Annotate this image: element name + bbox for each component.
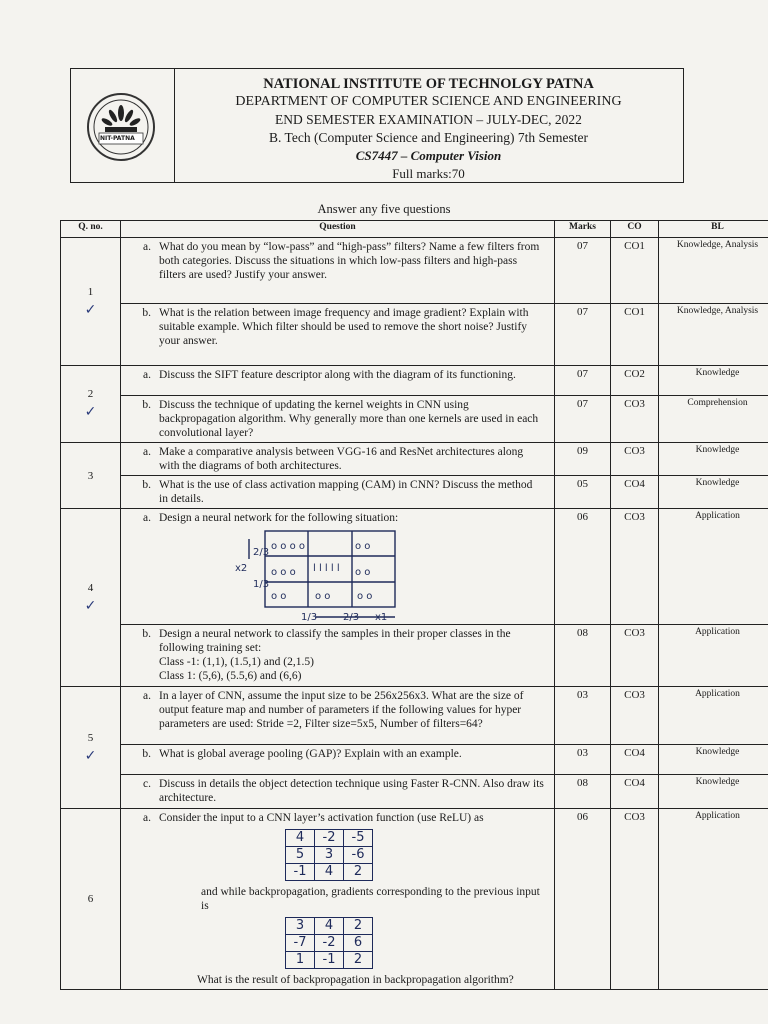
header-box <box>70 68 684 183</box>
matrix-cell: -1 <box>315 952 344 969</box>
svg-text:o o o o: o o o o <box>271 541 306 552</box>
table-row <box>61 687 768 745</box>
part-label: b. <box>142 479 151 491</box>
table-row <box>61 396 768 443</box>
table-row <box>61 476 768 509</box>
bl-cell: Knowledge <box>659 443 768 476</box>
sketch-label: x2 <box>235 563 248 574</box>
qno-cell <box>61 509 121 687</box>
svg-text:o o: o o <box>271 591 287 602</box>
tick-mark-icon: ✓ <box>84 301 97 318</box>
co-cell: CO3 <box>611 443 659 476</box>
question-number: 2 <box>87 388 94 400</box>
co-cell: CO4 <box>611 476 659 509</box>
matrix-cell: 1 <box>286 952 315 969</box>
bl-cell: Knowledge, Analysis <box>659 304 768 366</box>
question-text <box>121 443 555 476</box>
marks-cell: 09 <box>555 443 611 476</box>
marks-cell: 07 <box>555 304 611 366</box>
mid-text: and while backpropagation, gradients corresponding to the previous input is <box>201 886 540 912</box>
tick-mark-icon: ✓ <box>84 597 97 614</box>
co-cell: CO4 <box>611 745 659 775</box>
question-number: 1 <box>87 285 94 298</box>
logo-text: NIT-PATNA <box>100 135 135 142</box>
part-label: a. <box>143 690 151 702</box>
sketch-label: x1 <box>375 612 388 621</box>
question-text <box>121 745 555 775</box>
co-cell: CO3 <box>611 509 659 625</box>
question-number: 6 <box>87 893 94 905</box>
bl-cell: Knowledge <box>659 775 768 809</box>
co-cell: CO2 <box>611 366 659 396</box>
col-bl: BL <box>659 221 768 238</box>
matrix-cell: 5 <box>286 847 315 864</box>
marks-cell: 07 <box>555 396 611 443</box>
co-cell: CO3 <box>611 396 659 443</box>
course-title: CS7447 – Computer Vision <box>355 148 502 163</box>
sketch-label: 1/3 <box>253 579 270 590</box>
co-cell: CO1 <box>611 238 659 304</box>
matrix-cell: -2 <box>315 830 344 847</box>
qno-cell <box>61 366 121 443</box>
matrix-cell: 4 <box>315 918 344 935</box>
marks-cell: 07 <box>555 238 611 304</box>
part-label: a. <box>143 446 151 458</box>
table-row <box>61 775 768 809</box>
bl-cell: Knowledge <box>659 476 768 509</box>
matrix-cell: 4 <box>315 864 344 881</box>
table-row <box>61 238 768 304</box>
question-text <box>121 509 555 625</box>
question-text <box>121 476 555 509</box>
bl-cell: Application <box>659 809 768 990</box>
co-cell: CO1 <box>611 304 659 366</box>
part-text: Discuss the technique of updating the kernel weights in CNN using backpropagation algorithm. Why generally more than one kernels are used in each convolutional layer? <box>159 399 539 439</box>
col-qno: Q. no. <box>61 221 121 238</box>
institute-name: NATIONAL INSTITUTE OF TECHNOLGY PATNA <box>263 76 594 92</box>
matrix-cell: -6 <box>344 847 373 864</box>
part-label: a. <box>143 812 151 824</box>
part-text: In a layer of CNN, assume the input size to be 256x256x3. What are the size of output feature map and number of parameters if the following values for hyper parameters are used: Stride =2, Filter size=5x5, Number of filters=64? <box>159 690 524 730</box>
question-number: 3 <box>87 469 94 482</box>
matrix-cell: 2 <box>344 952 373 969</box>
svg-text:o o: o o <box>357 591 373 602</box>
table-row <box>61 366 768 396</box>
matrix-cell: 6 <box>344 935 373 952</box>
part-label: a. <box>143 241 151 253</box>
question-text <box>121 396 555 443</box>
question-text <box>121 304 555 366</box>
full-marks: Full marks:70 <box>392 166 465 181</box>
sketch-label: 2/3 <box>343 612 360 621</box>
question-number: 5 <box>87 731 94 744</box>
matrix-cell: -2 <box>315 935 344 952</box>
svg-text:o o: o o <box>355 567 371 578</box>
part-text: Discuss the SIFT feature descriptor along with the diagram of its functioning. <box>159 369 516 381</box>
marks-cell: 08 <box>555 775 611 809</box>
qno-cell <box>61 809 121 990</box>
qno-cell <box>61 443 121 509</box>
part-label: c. <box>143 778 151 790</box>
marks-cell: 03 <box>555 687 611 745</box>
table-row <box>61 443 768 476</box>
part-label: b. <box>142 748 151 760</box>
bl-cell: Application <box>659 625 768 687</box>
part-text: What is the use of class activation mapping (CAM) in CNN? Discuss the method in details. <box>159 479 533 505</box>
tick-mark-icon: ✓ <box>84 404 97 420</box>
matrix-cell: 2 <box>344 918 373 935</box>
part-text: Consider the input to a CNN layer’s activation function (use ReLU) as <box>159 812 484 824</box>
question-text <box>121 366 555 396</box>
question-text <box>121 775 555 809</box>
bl-cell: Knowledge <box>659 745 768 775</box>
qno-cell <box>61 238 121 366</box>
bl-cell: Knowledge <box>659 366 768 396</box>
exam-title: END SEMESTER EXAMINATION – JULY-DEC, 2022 <box>275 112 582 127</box>
part-label: a. <box>143 512 151 524</box>
co-cell: CO3 <box>611 809 659 990</box>
part-label: a. <box>143 369 151 381</box>
table-row <box>61 625 768 687</box>
matrix-cell: 4 <box>286 830 315 847</box>
table-header-row <box>61 221 768 238</box>
logo-cell <box>71 69 175 182</box>
table-row <box>61 809 768 990</box>
table-row <box>61 745 768 775</box>
sketch-label: 2/3 <box>253 547 270 558</box>
table-row <box>61 509 768 625</box>
part-text: What do you mean by “low-pass” and “high-pass” filters? Name a few filters from both categories. Discuss the situations in which low-pass filters and high-pass filters are used? Justify your answer. <box>159 241 540 281</box>
input-matrix <box>285 829 373 881</box>
part-text: Make a comparative analysis between VGG-16 and ResNet architectures along with the diagrams of both architectures. <box>159 446 524 472</box>
marks-cell: 08 <box>555 625 611 687</box>
question-table <box>60 220 768 990</box>
matrix-cell: -1 <box>286 864 315 881</box>
co-cell: CO3 <box>611 687 659 745</box>
part-label: b. <box>142 628 151 640</box>
part-label: b. <box>142 307 151 319</box>
marks-cell: 05 <box>555 476 611 509</box>
svg-text:o o o: o o o <box>271 567 296 578</box>
class-neg-text: Class -1: (1,1), (1.5,1) and (2,1.5) <box>159 656 314 668</box>
matrix-cell: 3 <box>286 918 315 935</box>
question-text <box>121 238 555 304</box>
gradient-matrix <box>285 917 373 969</box>
matrix-cell: -7 <box>286 935 315 952</box>
part-label: b. <box>142 399 151 411</box>
bl-cell: Application <box>659 687 768 745</box>
svg-text:o o: o o <box>355 541 371 552</box>
hand-drawn-sketch <box>235 525 415 621</box>
part-text: Design a neural network for the following situation: <box>159 512 399 524</box>
col-marks: Marks <box>555 221 611 238</box>
qno-cell <box>61 687 121 809</box>
question-text <box>121 809 555 990</box>
marks-cell: 06 <box>555 509 611 625</box>
tick-mark-icon: ✓ <box>84 747 97 764</box>
table-row <box>61 304 768 366</box>
end-text: What is the result of backpropagation in backpropagation algorithm? <box>197 974 514 986</box>
bl-cell: Application <box>659 509 768 625</box>
question-text <box>121 687 555 745</box>
marks-cell: 07 <box>555 366 611 396</box>
matrix-cell: 2 <box>344 864 373 881</box>
instruction: Answer any five questions <box>317 202 451 216</box>
part-text: What is global average pooling (GAP)? Explain with an example. <box>159 748 462 760</box>
marks-cell: 03 <box>555 745 611 775</box>
sketch-label: 1/3 <box>301 612 318 621</box>
bl-cell: Knowledge, Analysis <box>659 238 768 304</box>
marks-cell: 06 <box>555 809 611 990</box>
part-text: Discuss in details the object detection technique using Faster R-CNN. Also draw its architecture. <box>159 778 544 804</box>
bl-cell: Comprehension <box>659 396 768 443</box>
question-text <box>121 625 555 687</box>
question-number: 4 <box>87 581 94 594</box>
svg-text:o o: o o <box>315 591 331 602</box>
co-cell: CO3 <box>611 625 659 687</box>
class-pos-text: Class 1: (5,6), (5.5,6) and (6,6) <box>159 670 302 682</box>
program-title: B. Tech (Computer Science and Engineering) 7th Semester <box>269 130 588 145</box>
matrix-cell: -5 <box>344 830 373 847</box>
matrix-cell: 3 <box>315 847 344 864</box>
department-name: DEPARTMENT OF COMPUTER SCIENCE AND ENGINEERING <box>235 94 622 109</box>
svg-text:l l l l l: l l l l l <box>313 563 340 574</box>
part-text: Design a neural network to classify the samples in their proper classes in the following training set: <box>159 628 511 654</box>
part-text: What is the relation between image frequency and image gradient? Explain with suitable example. Which filter should be used to remove the short noise? Justify your answer. <box>159 307 529 347</box>
col-question: Question <box>121 221 555 238</box>
col-co: CO <box>611 221 659 238</box>
institute-logo <box>85 91 157 163</box>
co-cell: CO4 <box>611 775 659 809</box>
